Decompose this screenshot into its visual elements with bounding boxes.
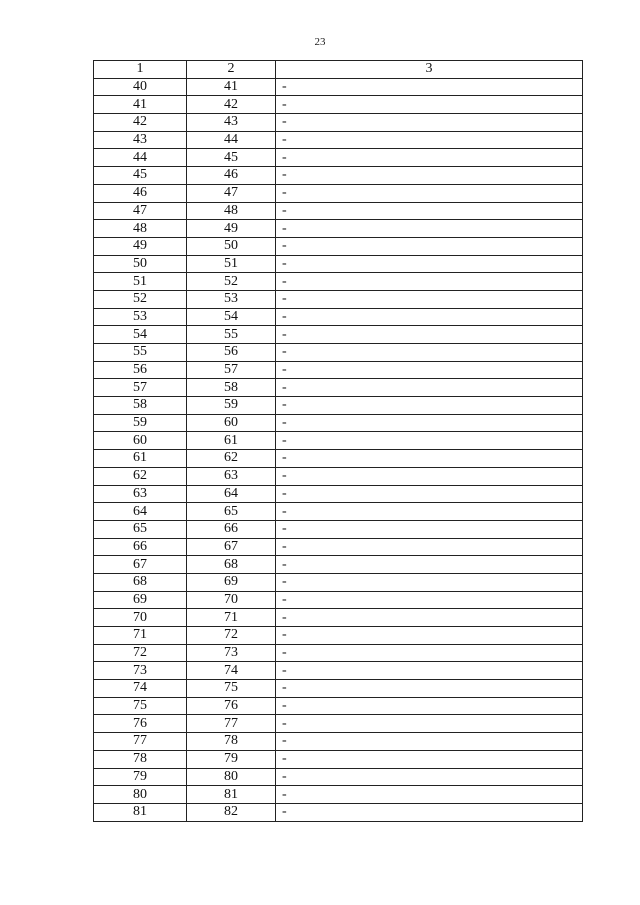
table-cell-col1: 81 bbox=[94, 803, 187, 821]
table-row bbox=[94, 786, 583, 804]
table-cell-col3: - bbox=[276, 361, 583, 379]
table-row bbox=[94, 609, 583, 627]
table-body bbox=[94, 78, 583, 821]
table-cell-col2: 63 bbox=[187, 467, 276, 485]
table-row bbox=[94, 131, 583, 149]
table-cell-col3: - bbox=[276, 768, 583, 786]
table-cell-col1: 51 bbox=[94, 273, 187, 291]
table-row bbox=[94, 202, 583, 220]
table-cell-col1: 44 bbox=[94, 149, 187, 167]
table-cell-col1: 54 bbox=[94, 326, 187, 344]
column-header-3: 3 bbox=[276, 61, 583, 79]
table-cell-col1: 55 bbox=[94, 344, 187, 362]
table-row bbox=[94, 450, 583, 468]
table-cell-col3: - bbox=[276, 326, 583, 344]
table-cell-col2: 58 bbox=[187, 379, 276, 397]
table-row bbox=[94, 149, 583, 167]
header-row bbox=[94, 61, 583, 79]
table-cell-col3: - bbox=[276, 556, 583, 574]
table-cell-col2: 62 bbox=[187, 450, 276, 468]
table-cell-col3: - bbox=[276, 167, 583, 185]
table-cell-col1: 53 bbox=[94, 308, 187, 326]
table-row bbox=[94, 361, 583, 379]
table-row bbox=[94, 680, 583, 698]
table-row bbox=[94, 520, 583, 538]
table-cell-col3: - bbox=[276, 290, 583, 308]
table-cell-col2: 60 bbox=[187, 414, 276, 432]
table-row bbox=[94, 503, 583, 521]
table-cell-col2: 50 bbox=[187, 237, 276, 255]
table-row bbox=[94, 167, 583, 185]
table-cell-col2: 43 bbox=[187, 114, 276, 132]
table-row bbox=[94, 379, 583, 397]
table-cell-col3: - bbox=[276, 662, 583, 680]
table-cell-col1: 49 bbox=[94, 237, 187, 255]
table-cell-col3: - bbox=[276, 644, 583, 662]
document-table bbox=[93, 60, 583, 822]
table-cell-col3: - bbox=[276, 591, 583, 609]
table-cell-col3: - bbox=[276, 379, 583, 397]
table-cell-col2: 45 bbox=[187, 149, 276, 167]
table-row bbox=[94, 96, 583, 114]
table-cell-col2: 55 bbox=[187, 326, 276, 344]
table-cell-col3: - bbox=[276, 715, 583, 733]
page-number: 23 bbox=[314, 36, 326, 48]
table-cell-col2: 56 bbox=[187, 344, 276, 362]
table-cell-col2: 75 bbox=[187, 680, 276, 698]
table-row bbox=[94, 556, 583, 574]
table-cell-col3: - bbox=[276, 450, 583, 468]
table-cell-col3: - bbox=[276, 397, 583, 415]
table-row bbox=[94, 697, 583, 715]
table-cell-col1: 58 bbox=[94, 397, 187, 415]
table-cell-col3: - bbox=[276, 237, 583, 255]
table-cell-col1: 41 bbox=[94, 96, 187, 114]
table-cell-col3: - bbox=[276, 149, 583, 167]
table-cell-col3: - bbox=[276, 750, 583, 768]
table-cell-col2: 65 bbox=[187, 503, 276, 521]
table-cell-col3: - bbox=[276, 485, 583, 503]
table-cell-col2: 44 bbox=[187, 131, 276, 149]
table-cell-col3: - bbox=[276, 786, 583, 804]
table-cell-col2: 49 bbox=[187, 220, 276, 238]
table-row bbox=[94, 326, 583, 344]
table-cell-col1: 45 bbox=[94, 167, 187, 185]
table-header bbox=[94, 61, 583, 79]
table-cell-col1: 78 bbox=[94, 750, 187, 768]
table-cell-col2: 57 bbox=[187, 361, 276, 379]
table-row bbox=[94, 237, 583, 255]
table-cell-col3: - bbox=[276, 184, 583, 202]
table-row bbox=[94, 308, 583, 326]
table-cell-col1: 63 bbox=[94, 485, 187, 503]
table-cell-col3: - bbox=[276, 202, 583, 220]
table-cell-col2: 81 bbox=[187, 786, 276, 804]
table-cell-col2: 79 bbox=[187, 750, 276, 768]
table-cell-col2: 70 bbox=[187, 591, 276, 609]
table-cell-col2: 53 bbox=[187, 290, 276, 308]
table-cell-col1: 60 bbox=[94, 432, 187, 450]
table-cell-col3: - bbox=[276, 503, 583, 521]
table-cell-col3: - bbox=[276, 344, 583, 362]
table-row bbox=[94, 662, 583, 680]
table-cell-col2: 68 bbox=[187, 556, 276, 574]
table-cell-col1: 40 bbox=[94, 78, 187, 96]
table-cell-col1: 42 bbox=[94, 114, 187, 132]
column-header-2: 2 bbox=[187, 61, 276, 79]
table-cell-col2: 52 bbox=[187, 273, 276, 291]
table-cell-col3: - bbox=[276, 573, 583, 591]
table-row bbox=[94, 485, 583, 503]
table-cell-col3: - bbox=[276, 96, 583, 114]
table-row bbox=[94, 290, 583, 308]
table-row bbox=[94, 184, 583, 202]
table-row bbox=[94, 273, 583, 291]
table-cell-col1: 75 bbox=[94, 697, 187, 715]
table-cell-col2: 64 bbox=[187, 485, 276, 503]
table-cell-col3: - bbox=[276, 255, 583, 273]
table-cell-col1: 71 bbox=[94, 627, 187, 645]
table-cell-col2: 66 bbox=[187, 520, 276, 538]
table-cell-col2: 59 bbox=[187, 397, 276, 415]
table-row bbox=[94, 114, 583, 132]
table-cell-col3: - bbox=[276, 680, 583, 698]
table-cell-col2: 54 bbox=[187, 308, 276, 326]
table-cell-col3: - bbox=[276, 78, 583, 96]
table-cell-col1: 62 bbox=[94, 467, 187, 485]
table-row bbox=[94, 538, 583, 556]
table-cell-col2: 41 bbox=[187, 78, 276, 96]
table-cell-col2: 72 bbox=[187, 627, 276, 645]
table-cell-col3: - bbox=[276, 538, 583, 556]
table-row bbox=[94, 803, 583, 821]
table-cell-col1: 76 bbox=[94, 715, 187, 733]
table-cell-col3: - bbox=[276, 220, 583, 238]
table-cell-col2: 71 bbox=[187, 609, 276, 627]
table-cell-col2: 76 bbox=[187, 697, 276, 715]
table-cell-col2: 42 bbox=[187, 96, 276, 114]
table-row bbox=[94, 220, 583, 238]
table-cell-col1: 50 bbox=[94, 255, 187, 273]
table-row bbox=[94, 591, 583, 609]
table-cell-col3: - bbox=[276, 273, 583, 291]
table-cell-col3: - bbox=[276, 733, 583, 751]
table-cell-col1: 59 bbox=[94, 414, 187, 432]
table-row bbox=[94, 78, 583, 96]
table-cell-col1: 48 bbox=[94, 220, 187, 238]
table-cell-col1: 57 bbox=[94, 379, 187, 397]
table-cell-col1: 56 bbox=[94, 361, 187, 379]
table-cell-col3: - bbox=[276, 803, 583, 821]
table-cell-col2: 46 bbox=[187, 167, 276, 185]
table-cell-col1: 66 bbox=[94, 538, 187, 556]
table-row bbox=[94, 414, 583, 432]
table-cell-col1: 61 bbox=[94, 450, 187, 468]
table-cell-col1: 79 bbox=[94, 768, 187, 786]
table-row bbox=[94, 644, 583, 662]
table-row bbox=[94, 573, 583, 591]
table-row bbox=[94, 467, 583, 485]
table-cell-col3: - bbox=[276, 467, 583, 485]
table-cell-col3: - bbox=[276, 114, 583, 132]
table-cell-col1: 72 bbox=[94, 644, 187, 662]
table-cell-col1: 65 bbox=[94, 520, 187, 538]
table-row bbox=[94, 768, 583, 786]
table-cell-col2: 74 bbox=[187, 662, 276, 680]
table-cell-col1: 77 bbox=[94, 733, 187, 751]
table-cell-col1: 67 bbox=[94, 556, 187, 574]
table-cell-col2: 48 bbox=[187, 202, 276, 220]
table-cell-col2: 51 bbox=[187, 255, 276, 273]
table-cell-col3: - bbox=[276, 432, 583, 450]
table-cell-col1: 43 bbox=[94, 131, 187, 149]
table-row bbox=[94, 733, 583, 751]
table-cell-col2: 61 bbox=[187, 432, 276, 450]
table-cell-col1: 47 bbox=[94, 202, 187, 220]
table-row bbox=[94, 715, 583, 733]
column-header-1: 1 bbox=[94, 61, 187, 79]
table-cell-col2: 78 bbox=[187, 733, 276, 751]
table-cell-col3: - bbox=[276, 697, 583, 715]
table-row bbox=[94, 344, 583, 362]
table-cell-col1: 74 bbox=[94, 680, 187, 698]
table-cell-col3: - bbox=[276, 414, 583, 432]
table-cell-col1: 70 bbox=[94, 609, 187, 627]
table-row bbox=[94, 432, 583, 450]
table-cell-col1: 69 bbox=[94, 591, 187, 609]
table-cell-col2: 80 bbox=[187, 768, 276, 786]
table-row bbox=[94, 397, 583, 415]
table-cell-col3: - bbox=[276, 308, 583, 326]
table-cell-col2: 73 bbox=[187, 644, 276, 662]
table-cell-col1: 68 bbox=[94, 573, 187, 591]
table-row bbox=[94, 750, 583, 768]
table-cell-col2: 77 bbox=[187, 715, 276, 733]
table-cell-col1: 73 bbox=[94, 662, 187, 680]
table-cell-col2: 67 bbox=[187, 538, 276, 556]
table-cell-col3: - bbox=[276, 609, 583, 627]
table-cell-col2: 69 bbox=[187, 573, 276, 591]
table-cell-col1: 46 bbox=[94, 184, 187, 202]
table-cell-col1: 52 bbox=[94, 290, 187, 308]
table-row bbox=[94, 627, 583, 645]
table-row bbox=[94, 255, 583, 273]
table-cell-col3: - bbox=[276, 131, 583, 149]
table-cell-col3: - bbox=[276, 520, 583, 538]
table-cell-col3: - bbox=[276, 627, 583, 645]
table-cell-col1: 64 bbox=[94, 503, 187, 521]
table-cell-col2: 47 bbox=[187, 184, 276, 202]
table-cell-col1: 80 bbox=[94, 786, 187, 804]
table-cell-col2: 82 bbox=[187, 803, 276, 821]
